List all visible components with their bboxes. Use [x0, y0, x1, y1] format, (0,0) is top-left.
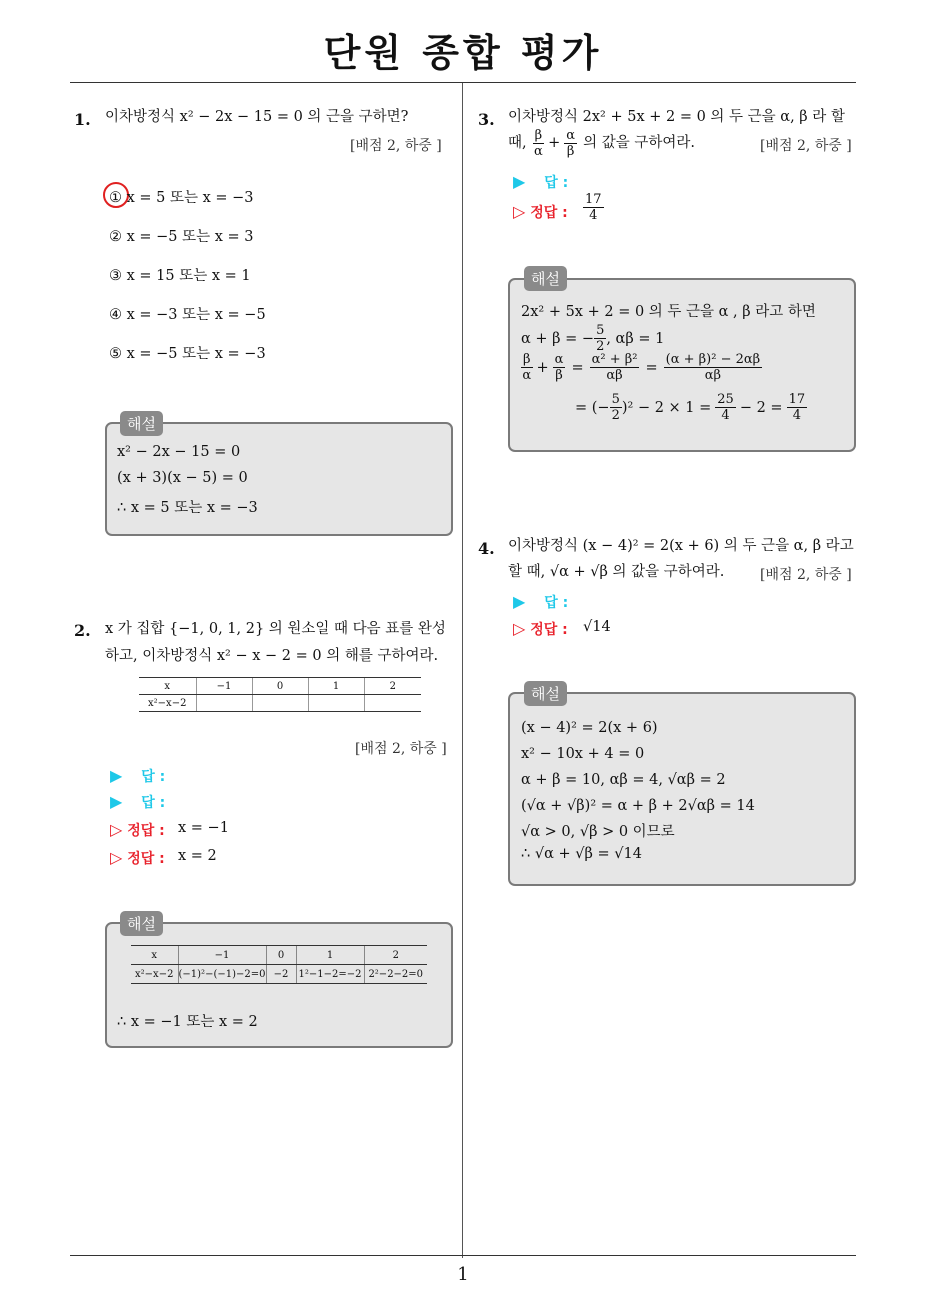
q4-correct-value: √14	[583, 619, 611, 635]
answer-label: 답 :	[544, 595, 569, 611]
table-cell: −1	[178, 946, 266, 965]
play-triangle-icon: ▶	[110, 792, 123, 811]
q2-solution-tag: 해설	[120, 911, 163, 936]
q2-correct-2	[110, 848, 165, 868]
outline-triangle-icon: ▷	[513, 202, 526, 221]
bottom-rule	[70, 1255, 856, 1256]
q1-text: 이차방정식 x² − 2x − 15 = 0 의 근을 구하면?	[105, 109, 409, 125]
play-triangle-icon: ▶	[513, 172, 526, 191]
q2-answer-2[interactable]	[110, 792, 165, 812]
correct-label: 정답 :	[127, 851, 165, 867]
q3-text-suffix: 의 값을 구하여라.	[583, 135, 695, 151]
table-cell-empty[interactable]	[196, 695, 252, 712]
q2-score: [배점 2, 하중 ]	[355, 741, 447, 757]
play-triangle-icon: ▶	[110, 766, 123, 785]
frac-alpha-over-beta: $\frac{\alpha}{\beta}$	[566, 128, 576, 159]
q2-answer-1[interactable]	[110, 766, 165, 786]
q3-number: 3.	[478, 110, 495, 129]
table-cell: 0	[252, 678, 308, 695]
play-triangle-icon: ▶	[513, 592, 526, 611]
q3-solution-line-4: = (− $\frac{5}{2}$ )² − 2 × 1 = $\frac{25}{4}$ − 2 = $\frac{17}{4}$	[575, 392, 806, 423]
q1-choice-1[interactable]: ① x = 5 또는 x = −3	[109, 190, 254, 206]
correct-label: 정답 :	[530, 622, 568, 638]
table-row	[139, 695, 421, 712]
table-cell: x	[131, 946, 178, 965]
table-cell: x²−x−2	[131, 965, 178, 984]
q4-answer[interactable]	[513, 592, 568, 612]
q1-number: 1.	[74, 110, 91, 129]
q3-solution-tag: 해설	[524, 266, 567, 291]
q1-solution-line-3: ∴ x = 5 또는 x = −3	[117, 500, 258, 516]
q2-solution-table	[131, 945, 427, 984]
q4-solution-line-4: (√α + √β)² = α + β + 2√αβ = 14	[521, 798, 755, 814]
q2-correct-value-1: x = −1	[178, 820, 229, 836]
q4-solution-tag: 해설	[524, 681, 567, 706]
outline-triangle-icon: ▷	[110, 820, 123, 839]
table-cell-empty[interactable]	[252, 695, 308, 712]
outline-triangle-icon: ▷	[110, 848, 123, 867]
table-cell: (−1)²−(−1)−2=0	[178, 965, 266, 984]
table-cell-empty[interactable]	[308, 695, 364, 712]
page-number: 1	[457, 1264, 469, 1285]
q1-choice-2[interactable]: ② x = −5 또는 x = 3	[109, 229, 254, 245]
table-cell: 2	[364, 946, 427, 965]
q3-text-line1: 이차방정식 2x² + 5x + 2 = 0 의 두 근을 α, β 라 할	[508, 109, 845, 125]
top-rule	[70, 82, 856, 83]
page-title: 단원 종합 평가	[323, 31, 603, 75]
table-row	[131, 965, 427, 984]
table-cell-empty[interactable]	[364, 695, 421, 712]
table-cell: 1	[308, 678, 364, 695]
q1-choice-4[interactable]: ④ x = −3 또는 x = −5	[109, 307, 266, 323]
q3-correct	[513, 202, 568, 222]
q2-text-line2: 하고, 이차방정식 x² − x − 2 = 0 의 해를 구하여라.	[105, 648, 439, 664]
q3-score: [배점 2, 하중 ]	[760, 138, 852, 154]
q1-choice-5[interactable]: ⑤ x = −5 또는 x = −3	[109, 346, 266, 362]
q4-correct	[513, 619, 568, 639]
q4-solution-line-3: α + β = 10, αβ = 4, √αβ = 2	[521, 772, 726, 788]
table-cell: 0	[266, 946, 296, 965]
table-row	[139, 678, 421, 695]
q4-score: [배점 2, 하중 ]	[760, 567, 852, 583]
correct-label: 정답 :	[530, 205, 568, 221]
table-cell: −1	[196, 678, 252, 695]
q1-solution-tag: 해설	[120, 411, 163, 436]
table-cell: x²−x−2	[139, 695, 196, 712]
q4-text-line2: 할 때, √α + √β 의 값을 구하여라.	[508, 564, 725, 580]
q2-text-line1: x 가 집합 {−1, 0, 1, 2} 의 원소일 때 다음 표를 완성	[105, 621, 446, 637]
q2-table	[139, 677, 421, 712]
q2-correct-1	[110, 820, 165, 840]
column-divider	[462, 83, 463, 1258]
answer-label: 답 :	[141, 795, 166, 811]
q4-solution-line-6: ∴ √α + √β = √14	[521, 846, 642, 862]
q2-solution-final: ∴ x = −1 또는 x = 2	[117, 1014, 258, 1030]
table-cell: −2	[266, 965, 296, 984]
table-cell: 2	[364, 678, 421, 695]
q4-number: 4.	[478, 539, 495, 558]
q1-score: [배점 2, 하중 ]	[350, 138, 442, 154]
table-cell: 1	[296, 946, 364, 965]
q4-solution-line-2: x² − 10x + 4 = 0	[521, 746, 645, 762]
q3-text-line2: 때, $\frac{\beta}{\alpha}$ + $\frac{\alpha}{\beta}$ 의 값을 구하여라.	[508, 128, 695, 159]
q4-text-line1: 이차방정식 (x − 4)² = 2(x + 6) 의 두 근을 α, β 라고	[508, 538, 854, 554]
table-row	[131, 946, 427, 965]
q2-correct-value-2: x = 2	[178, 848, 217, 864]
correct-label: 정답 :	[127, 823, 165, 839]
q3-correct-value: $\frac{17}{4}$	[585, 192, 602, 223]
q1-solution-line-2: (x + 3)(x − 5) = 0	[117, 470, 248, 486]
q4-solution-line-1: (x − 4)² = 2(x + 6)	[521, 720, 658, 736]
answer-label: 답 :	[141, 769, 166, 785]
table-cell: 2²−2−2=0	[364, 965, 427, 984]
q3-answer[interactable]	[513, 172, 568, 192]
q3-text-prefix: 때,	[508, 135, 527, 151]
table-cell: x	[139, 678, 196, 695]
q4-solution-line-5: √α > 0, √β > 0 이므로	[521, 824, 675, 840]
table-cell: 1²−1−2=−2	[296, 965, 364, 984]
q3-solution-line-2: α + β = − $\frac{5}{2}$ , αβ = 1	[521, 323, 665, 354]
answer-label: 답 :	[544, 175, 569, 191]
q1-solution-line-1: x² − 2x − 15 = 0	[117, 444, 241, 460]
q3-solution-line-1: 2x² + 5x + 2 = 0 의 두 근을 α , β 라고 하면	[521, 304, 816, 320]
frac-beta-over-alpha: $\frac{\beta}{\alpha}$	[533, 128, 543, 159]
q1-choice-3[interactable]: ③ x = 15 또는 x = 1	[109, 268, 251, 284]
q2-number: 2.	[74, 621, 91, 640]
outline-triangle-icon: ▷	[513, 619, 526, 638]
q3-solution-line-3: $\frac{\beta}{\alpha}$ + $\frac{\alpha}{\beta}$ = $\frac{\text{α² + β²}}{\alpha\beta}$ = $\frac{\text{(α + β)² − 2αβ}}{\alpha\beta}$	[522, 352, 761, 383]
